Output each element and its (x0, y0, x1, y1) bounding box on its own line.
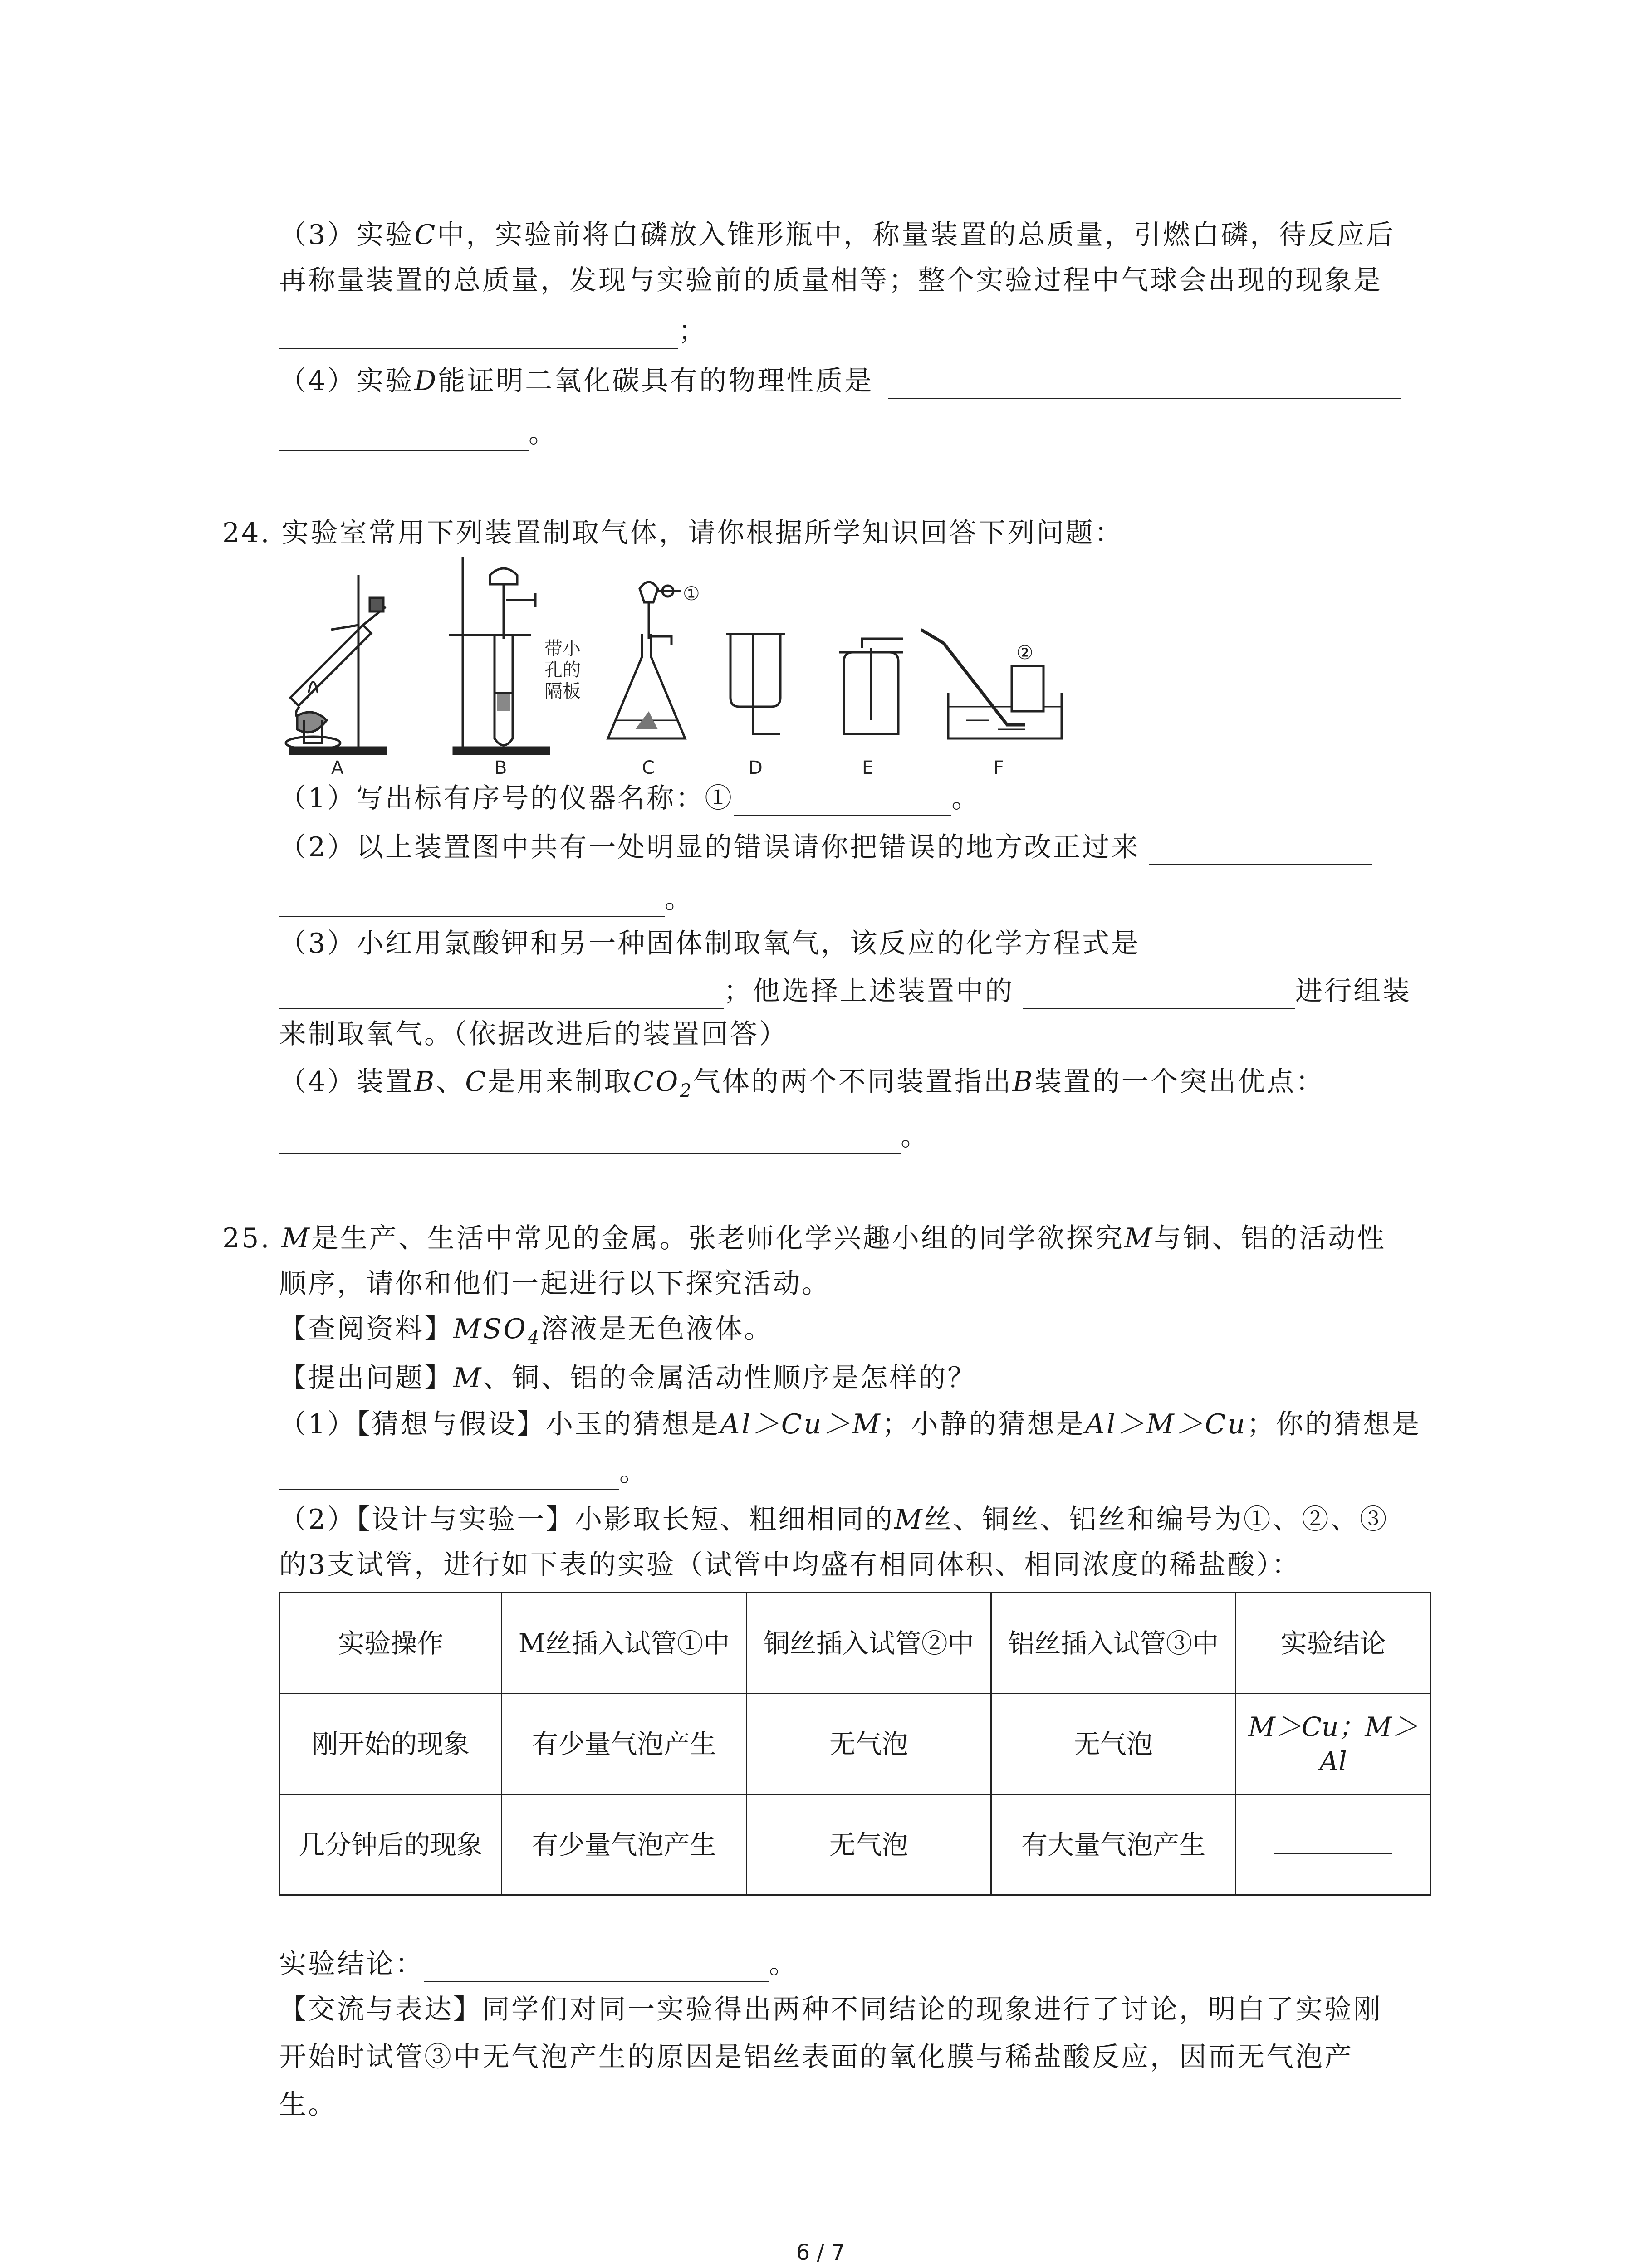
q24-part3-line1: （3）小红用氯酸钾和另一种固体制取氧气，该反应的化学方程式是 (279, 928, 1141, 959)
q25-intro-line2: 顺序，请你和他们一起进行以下探究活动。 (279, 1268, 831, 1300)
q24-part1: （1）写出标有序号的仪器名称：① 。 (279, 780, 980, 816)
answer-blank[interactable] (279, 420, 529, 451)
table-cell: 刚开始的现象 (280, 1694, 502, 1794)
q25-question: 【提出问题】M、铜、铝的金属活动性顺序是怎样的？ (279, 1362, 977, 1394)
apparatus-f (921, 630, 1062, 738)
answer-blank[interactable] (1274, 1834, 1392, 1854)
answer-blank[interactable] (1023, 978, 1295, 1009)
answer-blank[interactable] (279, 978, 724, 1009)
table-header-cell: M丝插入试管①中 (502, 1593, 746, 1694)
q23-part4-line1: （4）实验D能证明二氧化碳具有的物理性质是 (279, 363, 1401, 399)
q25-design-line2: 的3支试管，进行如下表的实验（试管中均盛有相同体积、相同浓度的稀盐酸）： (279, 1549, 1301, 1581)
apparatus-a (286, 575, 386, 754)
answer-blank[interactable] (734, 785, 951, 816)
label-a: A (331, 758, 344, 775)
answer-blank[interactable] (424, 1951, 769, 1982)
apparatus-c (608, 582, 700, 738)
table-header-cell: 实验结论 (1236, 1593, 1431, 1694)
q24-part4-line1: （4）装置B、C是用来制取$CO_2$气体的两个不同装置指出B装置的一个突出优点： (279, 1066, 1325, 1101)
svg-text:②: ② (1016, 641, 1034, 664)
label-e: E (862, 758, 874, 775)
q24-part2-line2: 。 (279, 881, 694, 917)
table-cell: 有少量气泡产生 (502, 1794, 746, 1895)
label-f: F (994, 758, 1004, 775)
q25-conclusion: 实验结论： 。 (279, 1946, 798, 1982)
table-header-cell: 铝丝插入试管③中 (991, 1593, 1235, 1694)
figure-labels (331, 758, 1004, 775)
answer-blank[interactable] (279, 318, 678, 349)
table-header-cell: 实验操作 (280, 1593, 502, 1694)
experiment-table (279, 1592, 1431, 1896)
perforated-shelf-note (544, 638, 581, 702)
q24-part4-line2: 。 (279, 1118, 930, 1154)
q25-hypothesis-line1: （1）【猜想与假设】小玉的猜想是Al＞Cu＞M；小静的猜想是Al＞M＞Cu；你的猜想是 (279, 1408, 1421, 1440)
answer-blank[interactable] (279, 1459, 619, 1490)
q25-design-line1: （2）【设计与实验一】小影取长短、粗细相同的M丝、铜丝、铝丝和编号为①、②、③ (279, 1504, 1389, 1535)
answer-blank[interactable] (279, 886, 665, 917)
table-cell: 无气泡 (991, 1694, 1235, 1794)
apparatus-e (839, 639, 903, 734)
table-row (280, 1694, 1431, 1794)
table-cell: 无气泡 (746, 1694, 991, 1794)
table-row (280, 1794, 1431, 1895)
answer-blank[interactable] (1149, 834, 1372, 865)
q24-title: 24. 实验室常用下列装置制取气体，请你根据所学知识回答下列问题： (222, 517, 1124, 549)
table-cell: 无气泡 (746, 1794, 991, 1895)
table-cell: 有大量气泡产生 (991, 1794, 1235, 1895)
apparatus-figure (272, 557, 1071, 775)
q23-part3-line2: 再称量装置的总质量，发现与实验前的质量相等；整个实验过程中气球会出现的现象是 (279, 264, 1382, 296)
answer-blank[interactable] (279, 1123, 901, 1154)
q24-part3-line3: 来制取氧气。（依据改进后的装置回答） (279, 1018, 788, 1050)
q24-part3-line2: ；他选择上述装置中的 进行组装 (279, 973, 1411, 1009)
table-cell: 有少量气泡产生 (502, 1694, 746, 1794)
table-cell: M＞Cu；M＞Al (1236, 1694, 1431, 1794)
q24-part2-line1: （2）以上装置图中共有一处明显的错误请你把错误的地方改正过来 (279, 829, 1372, 865)
table-cell-blank[interactable] (1236, 1794, 1431, 1895)
q25-intro-line1: 25. M是生产、生活中常见的金属。张老师化学兴趣小组的同学欲探究M与铜、铝的活动性 (222, 1222, 1386, 1254)
table-header-cell: 铜丝插入试管②中 (746, 1593, 991, 1694)
label-d: D (749, 758, 763, 775)
q23-part3-line3: ； (279, 313, 707, 349)
page-number: 6 / 7 (796, 2240, 845, 2265)
q23-part3-line1: （3）实验C中，实验前将白磷放入锥形瓶中，称量装置的总质量，引燃白磷，待反应后 (279, 219, 1396, 251)
q25-exchange-line1: 【交流与表达】同学们对同一实验得出两种不同结论的现象进行了讨论，明白了实验刚 (279, 1994, 1382, 2025)
svg-text:隔板: 隔板 (544, 681, 581, 702)
label-b: B (495, 758, 507, 775)
label-c: C (642, 758, 655, 775)
svg-text:①: ① (683, 582, 700, 605)
q25-reference: 【查阅资料】$MSO_4$溶液是无色液体。 (279, 1313, 774, 1349)
apparatus-b (449, 557, 549, 754)
answer-blank[interactable] (888, 368, 1401, 399)
apparatus-d (726, 634, 785, 734)
svg-text:孔的: 孔的 (544, 660, 581, 680)
q25-hypothesis-line2: 。 (279, 1454, 648, 1490)
q25-exchange-line3: 生。 (279, 2089, 337, 2121)
svg-text:带小: 带小 (544, 638, 581, 659)
q23-part4-line2: 。 (279, 415, 558, 451)
table-header-row (280, 1593, 1431, 1694)
q25-exchange-line2: 开始时试管③中无气泡产生的原因是铝丝表面的氧化膜与稀盐酸反应，因而无气泡产 (279, 2041, 1353, 2073)
table-cell: 几分钟后的现象 (280, 1794, 502, 1895)
